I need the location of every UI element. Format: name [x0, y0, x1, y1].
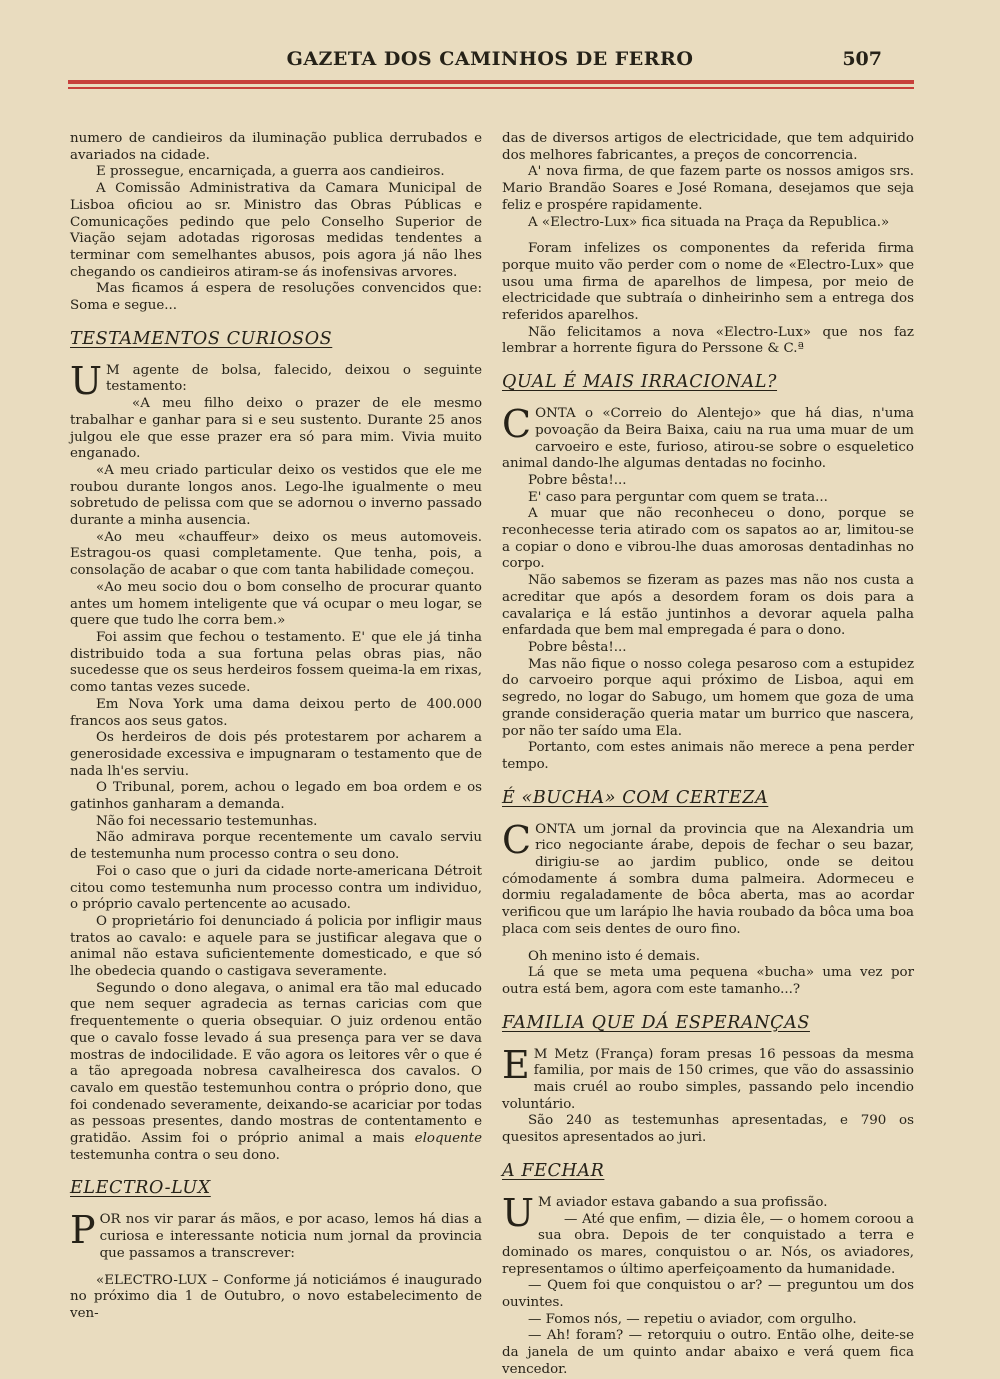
paragraph — [70, 981, 482, 1165]
article-lead — [502, 402, 914, 473]
drop-cap: E — [502, 1042, 530, 1087]
paragraph: Os herdeiros de dois pés protestarem por acharem a generosidade excessiva e impugnaram o testamento que de nada lh'es serviu. — [70, 730, 482, 779]
section-heading-familia: FAMILIA QUE DÁ ESPERANÇAS — [502, 1012, 810, 1033]
paragraph: A' nova firma, de que fazem parte os nossos amigos srs. Mario Brandão Soares e José Romana, desejamos que seja feliz e prospére rapidamente. — [502, 164, 914, 213]
article-lead — [70, 1208, 482, 1262]
section-heading-bucha: É «BUCHA» COM CERTEZA — [502, 787, 769, 808]
paragraph: «A meu filho deixo o prazer de ele mesmo trabalhar e ganhar para si e seu sustento. Durante 25 anos julgou ele que esse prazer era só para mim. Vivia muito enganado. — [70, 396, 482, 462]
paragraph: «Ao meu socio dou o bom conselho de procurar quanto antes um homem inteligente que vá ocupar o meu logar, se quere que tudo lhe corra bem.» — [70, 579, 482, 629]
paragraph: Não felicitamos a nova «Electro-Lux» que nos faz lembrar a horrente figura do Perssone & C.ª — [502, 324, 914, 357]
paragraph: Pobre bêsta!... — [528, 472, 627, 488]
paragraph: — Fomos nós, — repetiu o aviador, com orgulho. — [528, 1311, 857, 1327]
header-rule-thin — [68, 87, 914, 89]
publication-title: GAZETA DOS CAMINHOS DE FERRO — [286, 48, 694, 70]
left-column — [70, 131, 482, 1323]
section-heading-irracional: QUAL É MAIS IRRACIONAL? — [502, 372, 778, 393]
text-run: Segundo o dono alegava, o animal era tão mal educado que nem sequer agradecia as ternas caricias com que frequentemente o queria obsequiar. O juiz ordenou então que o cavalo fosse levado á sua presença para ver se dava mostras de indocilidade. E vão agora os leitores vêr o que é a tão apregoada nobresa cavalheiresca dos cavalos. O cavalo em questão testemunhou contra o próprio dono, que foi condenado severamente, deixando-se acariciar por todas as pessoas presentes, dando mostras de contentamento e gratidão. Assim foi o próprio animal a mais — [70, 980, 482, 1147]
page-header — [68, 44, 912, 74]
paragraph: Oh menino isto é demais. — [528, 948, 700, 964]
paragraph: Não foi necessario testemunhas. — [96, 813, 318, 829]
text-run: testemunha contra o seu dono. — [70, 1147, 280, 1163]
paragraph: «ELECTRO-LUX – Conforme já noticiámos é inaugurado no próximo dia 1 de Outubro, o novo estabelecimento de ven- — [70, 1272, 482, 1321]
drop-cap: C — [502, 817, 532, 862]
paragraph: — Ah! foram? — retorquiu o outro. Então olhe, deite-se da janela de um quinto andar abaixo e verá quem fica vencedor. — [502, 1328, 914, 1377]
paragraph: — Quem foi que conquistou o ar? — preguntou um dos ouvintes. — [502, 1278, 914, 1311]
section-heading-electro-lux: ELECTRO-LUX — [70, 1178, 211, 1199]
paragraph: das de diversos artigos de electricidade, que tem adquirido dos melhores fabricantes, a preços de concorrencia. — [502, 131, 914, 163]
article-lead — [502, 817, 915, 939]
paragraph: Lá que se meta uma pequena «bucha» uma vez por outra está bem, agora com este tamanho...? — [502, 965, 914, 997]
spacer — [502, 231, 914, 241]
drop-cap: C — [502, 402, 532, 447]
paragraph: Não admirava porque recentemente um cavalo serviu de testemunha num processo contra o seu dono. — [70, 830, 482, 863]
paragraph: M aviador estava gabando a sua profissão. — [538, 1194, 828, 1210]
paragraph: O Tribunal, porem, achou o legado em boa ordem e os gatinhos ganharam a demanda. — [70, 780, 482, 813]
paragraph: Pobre bêsta!... — [528, 639, 627, 655]
article-lead — [502, 1042, 914, 1114]
header-rule-thick — [68, 80, 914, 84]
spacer — [502, 939, 914, 949]
paragraph: ONTA o «Correio do Alentejo» que há dias, n'uma povoação da Beira Baixa, caiu na rua uma muar de um carvoeiro e este, furioso, atirou-se sobre o esqueletico animal dando-lhe algumas dentadas no focinho. — [502, 406, 914, 472]
paragraph: numero de candieiros da iluminação publica derrubados e avariados na cidade. — [70, 131, 482, 163]
paragraph: A «Electro-Lux» fica situada na Praça da Republica.» — [528, 214, 890, 230]
paragraph: Foram infelizes os componentes da referida firma porque muito vão perder com o nome de «Electro-Lux» que usou uma firma de aparelhos de limpesa, por meio de electricidade que subtraía o dinheirinho sem a entrega dos referidos aparelhos. — [502, 241, 914, 324]
paragraph: Portanto, com estes animais não merece a pena perder tempo. — [502, 740, 914, 772]
page-number: 507 — [842, 48, 882, 70]
emphasis: eloquente — [414, 1131, 482, 1147]
paragraph: Não sabemos se fizeram as pazes mas não nos custa a acreditar que após a desordem foram os dois para a cavalariça e lá estão juntinhos a devorar aquela palha enfardada que bem mal empregada é para o dono. — [502, 573, 914, 639]
drop-cap: U — [502, 1190, 535, 1235]
article-lead — [502, 1190, 914, 1235]
paragraph: — Até que enfim, — dizia êle, — o homem coroou a sua obra. Depois de ter conquistado a terra e dominado os mares, conquistou o ar. Nós, os aviadores, representamos o último aperfeiçoamento da humanidade. — [502, 1211, 914, 1277]
article-lead — [70, 358, 482, 403]
paragraph: Foi o caso que o juri da cidade norte-americana Détroit citou como testemunha num processo contra um individuo, o próprio cavalo pertencente ao acusado. — [70, 863, 482, 913]
drop-cap: U — [70, 358, 103, 403]
paragraph: Mas não fique o nosso colega pesaroso com a estupidez do carvoeiro porque aqui próximo de Lisboa, aqui em segredo, no logar do Sabugo, um homem que goza de uma grande consideração queria matar um burrico que nascera, por não ter saído uma Ela. — [502, 656, 914, 739]
paragraph: São 240 as testemunhas apresentadas, e 790 os quesitos apresentados ao juri. — [502, 1113, 914, 1146]
section-heading-testamentos: TESTAMENTOS CURIOSOS — [70, 328, 333, 349]
spacer — [70, 1263, 482, 1273]
paragraph: A muar que não reconheceu o dono, porque se reconhecesse teria atirado com os sapatos ao ar, limitou-se a copiar o dono e vibrou-lhe duas amorosas dentadinhas no corpo. — [502, 506, 914, 572]
drop-cap: P — [70, 1208, 96, 1253]
paragraph: Foi assim que fechou o testamento. E' que ele já tinha distribuido toda a sua fortuna pelas obras pias, não sucedesse que os seus herdeiros fossem queima-la em rixas, como tantas vezes sucede. — [70, 629, 482, 696]
paragraph: A Comissão Administrativa da Camara Municipal de Lisboa oficiou ao sr. Ministro das Obras Públicas e Comunicações pedindo que pelo Conselho Superior de Viação sejam adotadas rigorosas medidas tendentes a terminar com semelhantes abusos, pois agora já não lhes chegando os candieiros atiram-se ás inofensivas arvores. — [70, 181, 482, 280]
paragraph: OR nos vir parar ás mãos, e por acaso, lemos há dias a curiosa e interessante noticia num jornal da provincia que passamos a transcrever: — [99, 1212, 482, 1261]
paragraph: «A meu criado particular deixo os vestidos que ele me roubou durante longos anos. Lego-lhe igualmente o meu sobretudo de pelissa com que se adornou o inverno passado durante a minha ausencia. — [70, 462, 482, 529]
paragraph: «Ao meu «chauffeur» deixo os meus automoveis. Estragou-os quasi completamente. Que tenha, pois, a consolação de acabar o que com tanta habilidade começou. — [70, 529, 482, 579]
paragraph: O proprietário foi denunciado á policia por infligir maus tratos ao cavalo: e aquele para se justificar alegava que o animal não estava suficientemente domesticado, e que só lhe obedecia quando o castigava severamente. — [70, 913, 482, 980]
paragraph: E' caso para perguntar com quem se trata... — [528, 489, 828, 505]
right-column — [502, 131, 914, 1379]
paragraph: E prossegue, encarniçada, a guerra aos candieiros. — [96, 164, 445, 180]
paragraph: Em Nova York uma dama deixou perto de 400.000 francos aos seus gatos. — [70, 696, 482, 729]
paragraph: Mas ficamos á espera de resoluções convencidos que: Soma e segue... — [70, 281, 482, 314]
paragraph: ONTA um jornal da provincia que na Alexandria um rico negociante árabe, depois de fechar o seu bazar, dirigiu-se ao jardim publico, onde se deitou cómodamente á sombra duma palmeira. Adormeceu e dormiu regaladamente de bôca aberta, mas ao acordar verificou que um larápio lhe havia roubado da bôca uma boa placa com seis dentes de ouro fino. — [502, 821, 915, 937]
section-heading-a-fechar: A FECHAR — [502, 1160, 605, 1181]
paragraph: M Metz (França) foram presas 16 pessoas da mesma familia, por mais de 150 crimes, que vão do assassinio mais cruél ao roubo simples, passando pelo incendio voluntário. — [502, 1046, 914, 1112]
paragraph: M agente de bolsa, falecido, deixou o seguinte testamento: — [106, 362, 482, 395]
